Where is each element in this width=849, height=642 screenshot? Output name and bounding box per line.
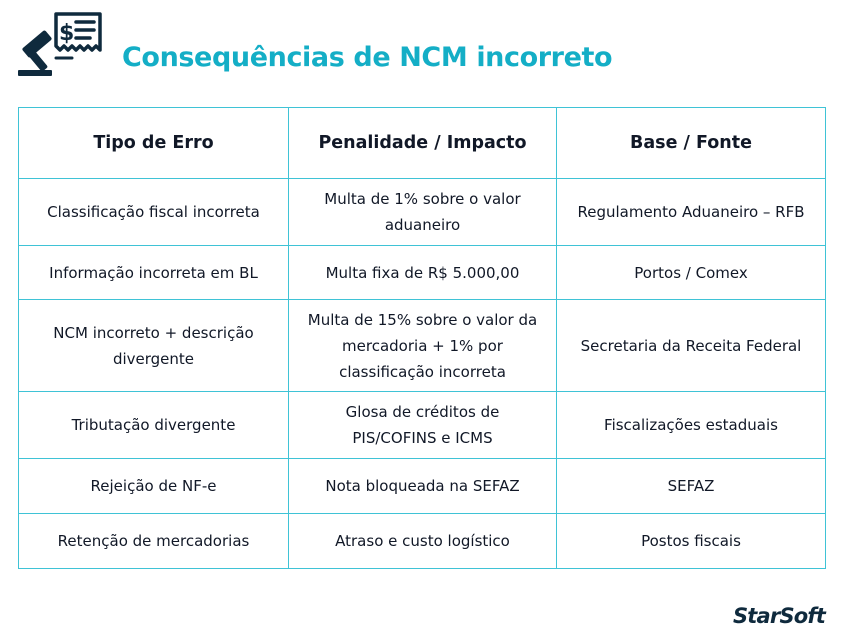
penalties-table bbox=[18, 107, 826, 569]
page-title: Consequências de NCM incorreto bbox=[122, 42, 613, 73]
cell-error-type: Retenção de mercadorias bbox=[19, 514, 289, 569]
cell-source: Portos / Comex bbox=[557, 246, 826, 300]
cell-error-type: Tributação divergente bbox=[19, 392, 289, 459]
table-row bbox=[19, 392, 826, 459]
cell-penalty: Multa de 15% sobre o valor da mercadoria + 1% por classificação incorreta bbox=[289, 300, 557, 392]
cell-source: Fiscalizações estaduais bbox=[557, 392, 826, 459]
cell-penalty: Atraso e custo logístico bbox=[289, 514, 557, 569]
gavel-invoice-icon bbox=[16, 10, 104, 80]
cell-penalty: Multa de 1% sobre o valor aduaneiro bbox=[289, 179, 557, 246]
column-header-error-type: Tipo de Erro bbox=[19, 108, 289, 179]
table-row bbox=[19, 179, 826, 246]
column-header-source: Base / Fonte bbox=[557, 108, 826, 179]
cell-source: Regulamento Aduaneiro – RFB bbox=[557, 179, 826, 246]
cell-source: Secretaria da Receita Federal bbox=[557, 300, 826, 392]
table-row bbox=[19, 459, 826, 514]
cell-error-type: NCM incorreto + descrição divergente bbox=[19, 300, 289, 392]
starsoft-logo: StarSoft bbox=[732, 604, 825, 628]
column-header-penalty: Penalidade / Impacto bbox=[289, 108, 557, 179]
cell-error-type: Classificação fiscal incorreta bbox=[19, 179, 289, 246]
table-row bbox=[19, 246, 826, 300]
svg-text:$: $ bbox=[59, 21, 75, 46]
table-row bbox=[19, 300, 826, 392]
cell-error-type: Informação incorreta em BL bbox=[19, 246, 289, 300]
cell-penalty: Glosa de créditos de PIS/COFINS e ICMS bbox=[289, 392, 557, 459]
cell-error-type: Rejeição de NF-e bbox=[19, 459, 289, 514]
table-row bbox=[19, 514, 826, 569]
cell-source: Postos fiscais bbox=[557, 514, 826, 569]
cell-source: SEFAZ bbox=[557, 459, 826, 514]
cell-penalty: Multa fixa de R$ 5.000,00 bbox=[289, 246, 557, 300]
table-header-row bbox=[19, 108, 826, 179]
cell-penalty: Nota bloqueada na SEFAZ bbox=[289, 459, 557, 514]
